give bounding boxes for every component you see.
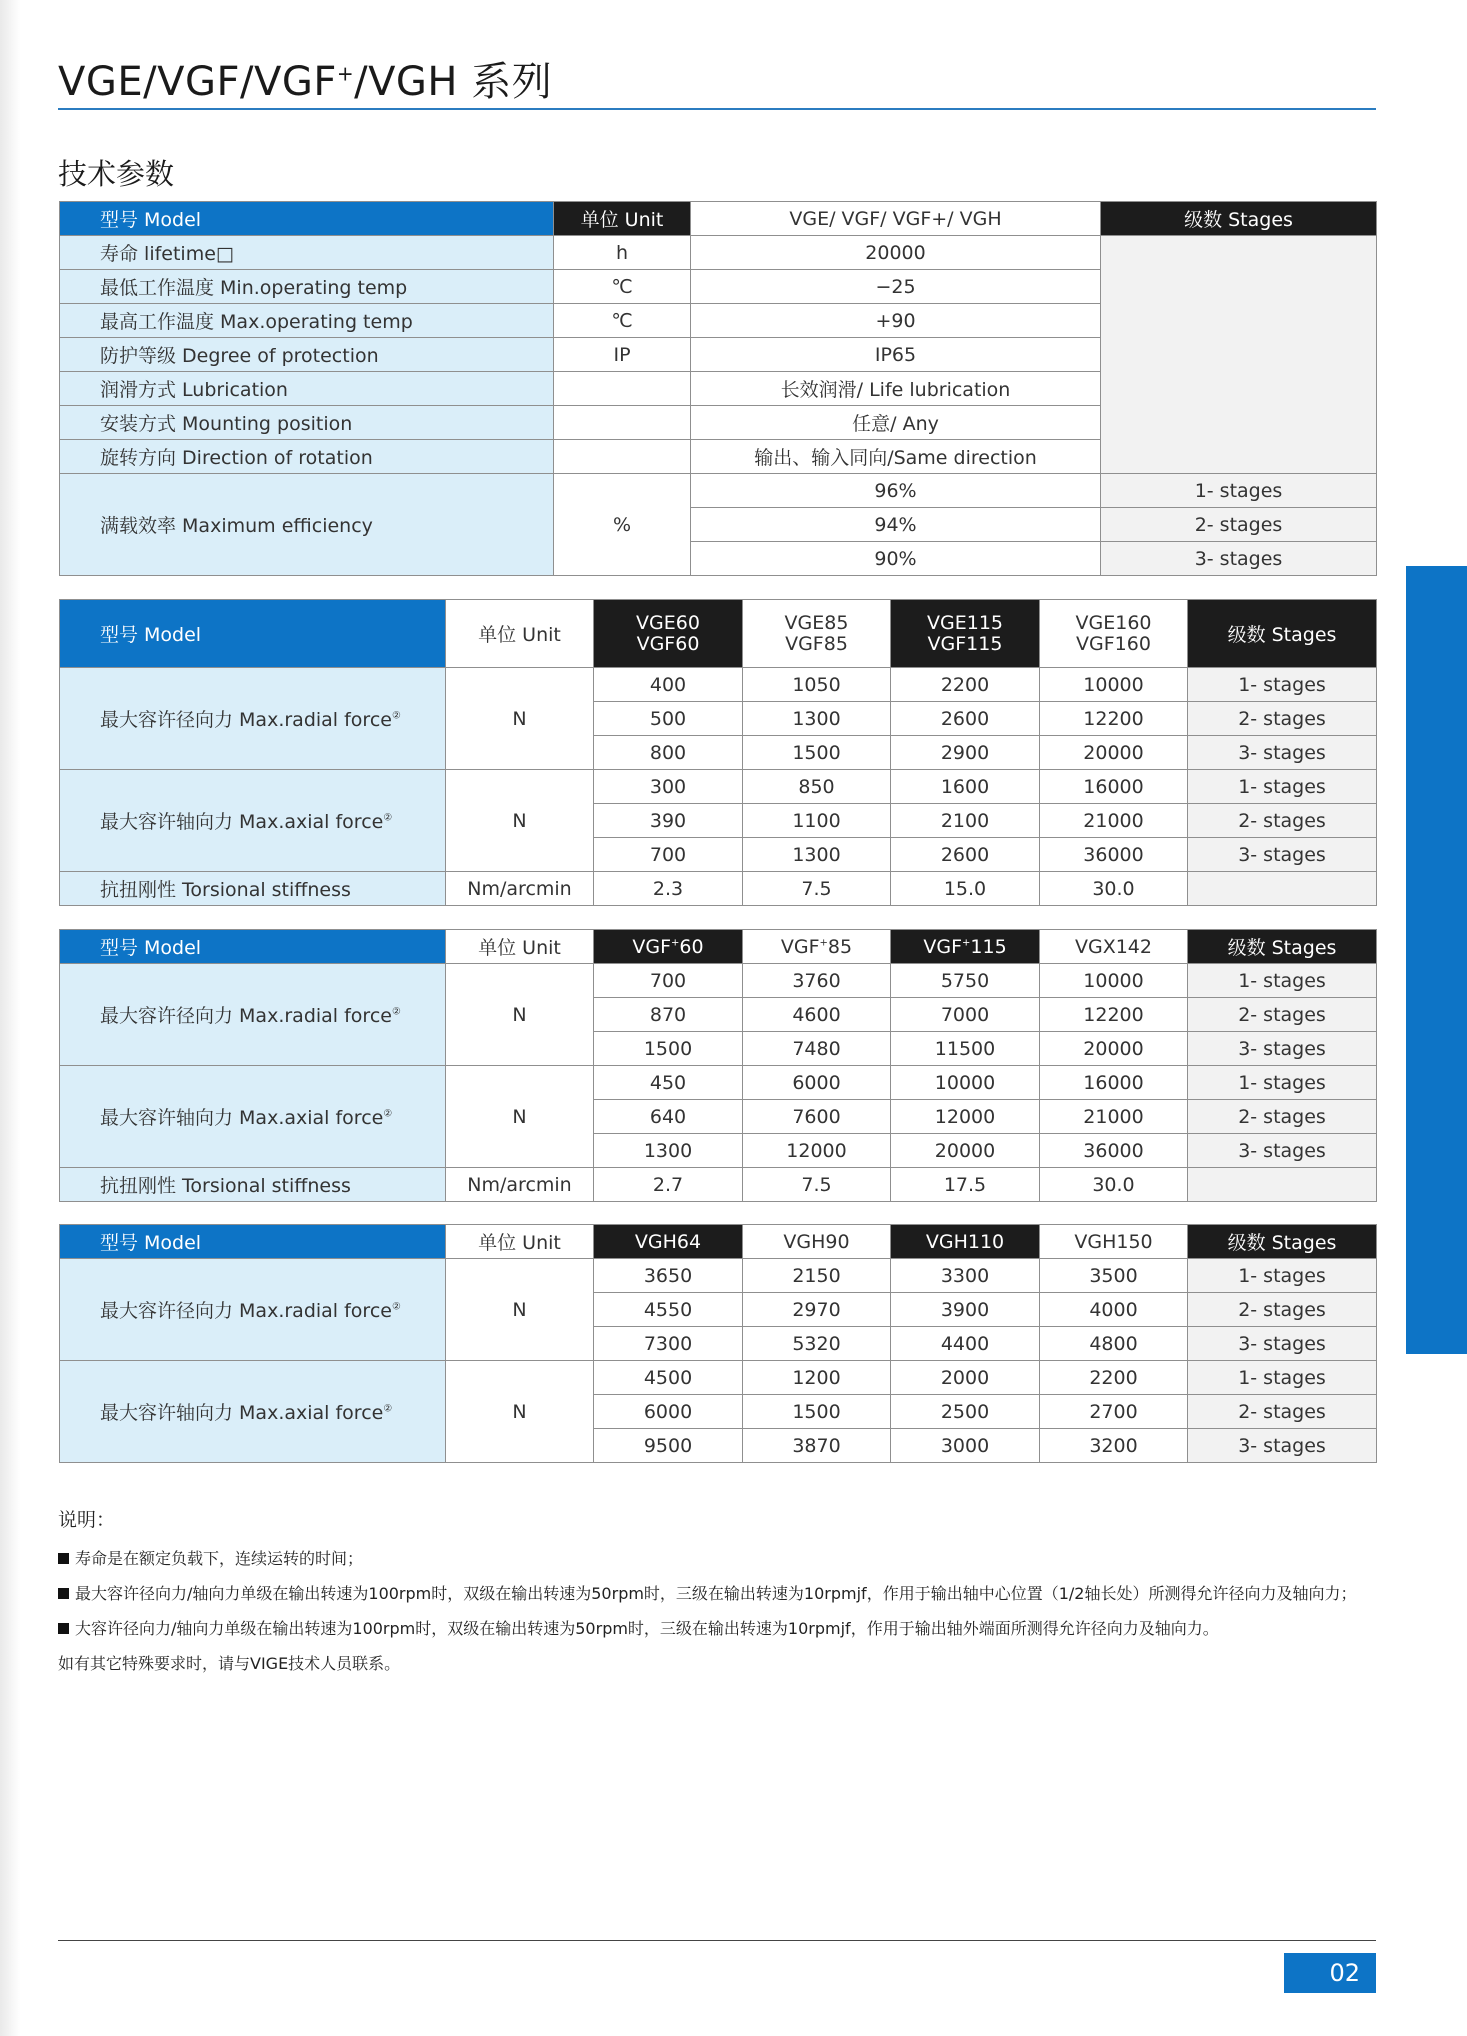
- model-column-header: VGE85 VGF85: [743, 600, 891, 668]
- torsional-stiffness-unit: Nm/arcmin: [446, 872, 594, 906]
- value-cell: 11500: [891, 1032, 1040, 1066]
- value-cell: 2900: [891, 736, 1040, 770]
- param-label: 防护等级 Degree of protection: [60, 338, 554, 372]
- model-header: 型号 Model: [60, 930, 446, 964]
- value-cell: 1300: [594, 1134, 743, 1168]
- value-cell: 300: [594, 770, 743, 804]
- model-column-header: VGF+60: [594, 930, 743, 964]
- table-row: [60, 964, 1377, 998]
- value-cell: 400: [594, 668, 743, 702]
- param-value: 长效润滑/ Life lubrication: [691, 372, 1101, 406]
- model-column-header: VGX142: [1040, 930, 1188, 964]
- note-item: 大容许径向力/轴向力单级在输出转速为100rpm时，双级在输出转速为50rpm时，三级在输出转速为10rpmjf，作用于输出轴外端面所测得允许径向力及轴向力。: [58, 1616, 1356, 1639]
- model-header: 型号 Model: [60, 600, 446, 668]
- notes-section: [58, 1505, 1356, 1686]
- stages-header: 级数 Stages: [1188, 930, 1377, 964]
- model-column-header: VGF+85: [743, 930, 891, 964]
- value-cell: 1500: [743, 736, 891, 770]
- series-header: VGE/ VGF/ VGF+/ VGH: [691, 202, 1101, 236]
- radial-force-unit: N: [446, 668, 594, 770]
- stage-label: 2- stages: [1188, 702, 1377, 736]
- value-cell: 3500: [1040, 1259, 1188, 1293]
- stage-label: 1- stages: [1188, 770, 1377, 804]
- table-row: [60, 770, 1377, 804]
- radial-force-label: 最大容许径向力 Max.radial force②: [60, 964, 446, 1066]
- bullet-square-icon: [58, 1553, 69, 1564]
- value-cell: 10000: [1040, 668, 1188, 702]
- radial-force-label: 最大容许径向力 Max.radial force②: [60, 1259, 446, 1361]
- value-cell: 21000: [1040, 804, 1188, 838]
- unit-header: 单位 Unit: [446, 600, 594, 668]
- note-item: 最大容许径向力/轴向力单级在输出转速为100rpm时，双级在输出转速为50rpm时，三级在输出转速为10rpmjf，作用于输出轴中心位置（1/2轴长处）所测得允许径向力及轴向力；: [58, 1581, 1356, 1604]
- stage-label: 1- stages: [1101, 474, 1377, 508]
- param-value: −25: [691, 270, 1101, 304]
- param-value: +90: [691, 304, 1101, 338]
- torsional-stiffness-unit: Nm/arcmin: [446, 1168, 594, 1202]
- param-value: 输出、输入同向/Same direction: [691, 440, 1101, 474]
- value-cell: 640: [594, 1100, 743, 1134]
- notes-heading: 说明：: [58, 1509, 116, 1531]
- stage-label: 3- stages: [1188, 1429, 1377, 1463]
- axial-force-label: 最大容许轴向力 Max.axial force②: [60, 1066, 446, 1168]
- stage-blank-cell: [1188, 872, 1377, 906]
- value-cell: 15.0: [891, 872, 1040, 906]
- value-cell: 2600: [891, 702, 1040, 736]
- param-label: 旋转方向 Direction of rotation: [60, 440, 554, 474]
- value-cell: 30.0: [1040, 872, 1188, 906]
- model-column-header: VGH110: [891, 1225, 1040, 1259]
- value-cell: 36000: [1040, 838, 1188, 872]
- value-cell: 6000: [743, 1066, 891, 1100]
- table-header-row: [60, 600, 1377, 668]
- page-edge-shade: [0, 0, 20, 2036]
- value-cell: 3870: [743, 1429, 891, 1463]
- table-header-row: [60, 202, 1377, 236]
- table-row: [60, 1259, 1377, 1293]
- value-cell: 12000: [743, 1134, 891, 1168]
- value-cell: 20000: [1040, 736, 1188, 770]
- stage-label: 2- stages: [1188, 1293, 1377, 1327]
- value-cell: 800: [594, 736, 743, 770]
- model-column-header: VGF+115: [891, 930, 1040, 964]
- param-label: 寿命 lifetime□: [60, 236, 554, 270]
- contact-note: 如有其它特殊要求时，请与VIGE技术人员联系。: [58, 1654, 401, 1673]
- unit-header: 单位 Unit: [446, 1225, 594, 1259]
- value-cell: 2150: [743, 1259, 891, 1293]
- value-cell: 16000: [1040, 1066, 1188, 1100]
- value-cell: 2200: [1040, 1361, 1188, 1395]
- value-cell: 7300: [594, 1327, 743, 1361]
- stage-label: 2- stages: [1188, 1395, 1377, 1429]
- param-label: 润滑方式 Lubrication: [60, 372, 554, 406]
- value-cell: 3000: [891, 1429, 1040, 1463]
- table-row: [60, 236, 1377, 270]
- stage-label: 3- stages: [1188, 1327, 1377, 1361]
- value-cell: 390: [594, 804, 743, 838]
- value-cell: 20000: [1040, 1032, 1188, 1066]
- value-cell: 5320: [743, 1327, 891, 1361]
- axial-force-label: 最大容许轴向力 Max.axial force②: [60, 1361, 446, 1463]
- param-unit: [554, 406, 691, 440]
- value-cell: 2.3: [594, 872, 743, 906]
- efficiency-value: 90%: [691, 542, 1101, 576]
- stage-label: 1- stages: [1188, 1259, 1377, 1293]
- table-row: [60, 668, 1377, 702]
- stage-label: 1- stages: [1188, 1066, 1377, 1100]
- table-row: [60, 1361, 1377, 1395]
- value-cell: 3900: [891, 1293, 1040, 1327]
- radial-force-unit: N: [446, 964, 594, 1066]
- value-cell: 6000: [594, 1395, 743, 1429]
- table-row: [60, 872, 1377, 906]
- param-unit: h: [554, 236, 691, 270]
- stages-header: 级数 Stages: [1188, 600, 1377, 668]
- value-cell: 2100: [891, 804, 1040, 838]
- value-cell: 7.5: [743, 872, 891, 906]
- value-cell: 4600: [743, 998, 891, 1032]
- value-cell: 16000: [1040, 770, 1188, 804]
- model-header: 型号 Model: [60, 1225, 446, 1259]
- page-title: VGE/VGF/VGF+/VGH 系列: [58, 59, 553, 105]
- model-column-header: VGH150: [1040, 1225, 1188, 1259]
- vge-vgf-force-table: [59, 599, 1377, 906]
- efficiency-unit: %: [554, 474, 691, 576]
- value-cell: 2600: [891, 838, 1040, 872]
- model-column-header: VGH90: [743, 1225, 891, 1259]
- table-header-row: [60, 1225, 1377, 1259]
- value-cell: 2970: [743, 1293, 891, 1327]
- value-cell: 450: [594, 1066, 743, 1100]
- footer-divider: [58, 1940, 1376, 1941]
- param-value: 20000: [691, 236, 1101, 270]
- torsional-stiffness-label: 抗扭刚性 Torsional stiffness: [60, 1168, 446, 1202]
- value-cell: 7000: [891, 998, 1040, 1032]
- param-label: 最高工作温度 Max.operating temp: [60, 304, 554, 338]
- param-unit: ℃: [554, 270, 691, 304]
- value-cell: 4500: [594, 1361, 743, 1395]
- stage-label: 3- stages: [1188, 1134, 1377, 1168]
- value-cell: 20000: [891, 1134, 1040, 1168]
- vgf-plus-force-table: [59, 929, 1377, 1202]
- axial-force-unit: N: [446, 1066, 594, 1168]
- value-cell: 3650: [594, 1259, 743, 1293]
- value-cell: 1500: [594, 1032, 743, 1066]
- value-cell: 4000: [1040, 1293, 1188, 1327]
- title-divider: [58, 108, 1376, 110]
- table-header-row: [60, 930, 1377, 964]
- param-unit: [554, 440, 691, 474]
- value-cell: 7.5: [743, 1168, 891, 1202]
- model-column-header: VGE160 VGF160: [1040, 600, 1188, 668]
- value-cell: 7600: [743, 1100, 891, 1134]
- value-cell: 12200: [1040, 998, 1188, 1032]
- value-cell: 700: [594, 964, 743, 998]
- value-cell: 4550: [594, 1293, 743, 1327]
- axial-force-unit: N: [446, 770, 594, 872]
- value-cell: 4400: [891, 1327, 1040, 1361]
- value-cell: 36000: [1040, 1134, 1188, 1168]
- torsional-stiffness-label: 抗扭刚性 Torsional stiffness: [60, 872, 446, 906]
- value-cell: 2200: [891, 668, 1040, 702]
- stage-label: 2- stages: [1101, 508, 1377, 542]
- stages-header: 级数 Stages: [1188, 1225, 1377, 1259]
- value-cell: 1100: [743, 804, 891, 838]
- note-item: 寿命是在额定负载下，连续运转的时间；: [58, 1546, 1356, 1569]
- param-unit: ℃: [554, 304, 691, 338]
- value-cell: 2000: [891, 1361, 1040, 1395]
- stage-label: 3- stages: [1101, 542, 1377, 576]
- value-cell: 3200: [1040, 1429, 1188, 1463]
- param-label: 安装方式 Mounting position: [60, 406, 554, 440]
- value-cell: 9500: [594, 1429, 743, 1463]
- model-column-header: VGH64: [594, 1225, 743, 1259]
- page-number: 02: [1284, 1953, 1376, 1993]
- model-column-header: VGE60 VGF60: [594, 600, 743, 668]
- bullet-square-icon: [58, 1623, 69, 1634]
- model-header: 型号 Model: [60, 202, 554, 236]
- stage-label: 1- stages: [1188, 964, 1377, 998]
- value-cell: 30.0: [1040, 1168, 1188, 1202]
- stages-header: 级数 Stages: [1101, 202, 1377, 236]
- value-cell: 1500: [743, 1395, 891, 1429]
- param-unit: [554, 372, 691, 406]
- stage-label: 1- stages: [1188, 668, 1377, 702]
- stage-label: 2- stages: [1188, 804, 1377, 838]
- stage-label: 3- stages: [1188, 1032, 1377, 1066]
- stage-label: 3- stages: [1188, 838, 1377, 872]
- unit-header: 单位 Unit: [446, 930, 594, 964]
- param-unit: IP: [554, 338, 691, 372]
- value-cell: 1050: [743, 668, 891, 702]
- value-cell: 3300: [891, 1259, 1040, 1293]
- section-title: 技术参数: [58, 157, 175, 191]
- table-row: [60, 1168, 1377, 1202]
- radial-force-unit: N: [446, 1259, 594, 1361]
- stage-label: 2- stages: [1188, 1100, 1377, 1134]
- value-cell: 10000: [1040, 964, 1188, 998]
- efficiency-value: 94%: [691, 508, 1101, 542]
- model-column-header: VGE115 VGF115: [891, 600, 1040, 668]
- value-cell: 2500: [891, 1395, 1040, 1429]
- bullet-square-icon: [58, 1588, 69, 1599]
- side-accent-bar: [1406, 566, 1467, 1354]
- value-cell: 850: [743, 770, 891, 804]
- value-cell: 1600: [891, 770, 1040, 804]
- value-cell: 1200: [743, 1361, 891, 1395]
- table-row: [60, 1066, 1377, 1100]
- radial-force-label: 最大容许径向力 Max.radial force②: [60, 668, 446, 770]
- value-cell: 1300: [743, 702, 891, 736]
- vgh-force-table: [59, 1224, 1377, 1463]
- value-cell: 17.5: [891, 1168, 1040, 1202]
- value-cell: 12200: [1040, 702, 1188, 736]
- axial-force-label: 最大容许轴向力 Max.axial force②: [60, 770, 446, 872]
- value-cell: 4800: [1040, 1327, 1188, 1361]
- stages-blank-cell: [1101, 236, 1377, 474]
- value-cell: 10000: [891, 1066, 1040, 1100]
- stage-blank-cell: [1188, 1168, 1377, 1202]
- value-cell: 12000: [891, 1100, 1040, 1134]
- value-cell: 7480: [743, 1032, 891, 1066]
- value-cell: 2700: [1040, 1395, 1188, 1429]
- stage-label: 3- stages: [1188, 736, 1377, 770]
- value-cell: 5750: [891, 964, 1040, 998]
- param-label: 最低工作温度 Min.operating temp: [60, 270, 554, 304]
- value-cell: 3760: [743, 964, 891, 998]
- value-cell: 700: [594, 838, 743, 872]
- axial-force-unit: N: [446, 1361, 594, 1463]
- efficiency-value: 96%: [691, 474, 1101, 508]
- value-cell: 1300: [743, 838, 891, 872]
- stage-label: 2- stages: [1188, 998, 1377, 1032]
- value-cell: 870: [594, 998, 743, 1032]
- unit-header: 单位 Unit: [554, 202, 691, 236]
- value-cell: 21000: [1040, 1100, 1188, 1134]
- efficiency-label: 满载效率 Maximum efficiency: [60, 474, 554, 576]
- param-value: IP65: [691, 338, 1101, 372]
- stage-label: 1- stages: [1188, 1361, 1377, 1395]
- value-cell: 500: [594, 702, 743, 736]
- param-value: 任意/ Any: [691, 406, 1101, 440]
- value-cell: 2.7: [594, 1168, 743, 1202]
- table-row: [60, 474, 1377, 508]
- general-parameters-table: [59, 201, 1377, 576]
